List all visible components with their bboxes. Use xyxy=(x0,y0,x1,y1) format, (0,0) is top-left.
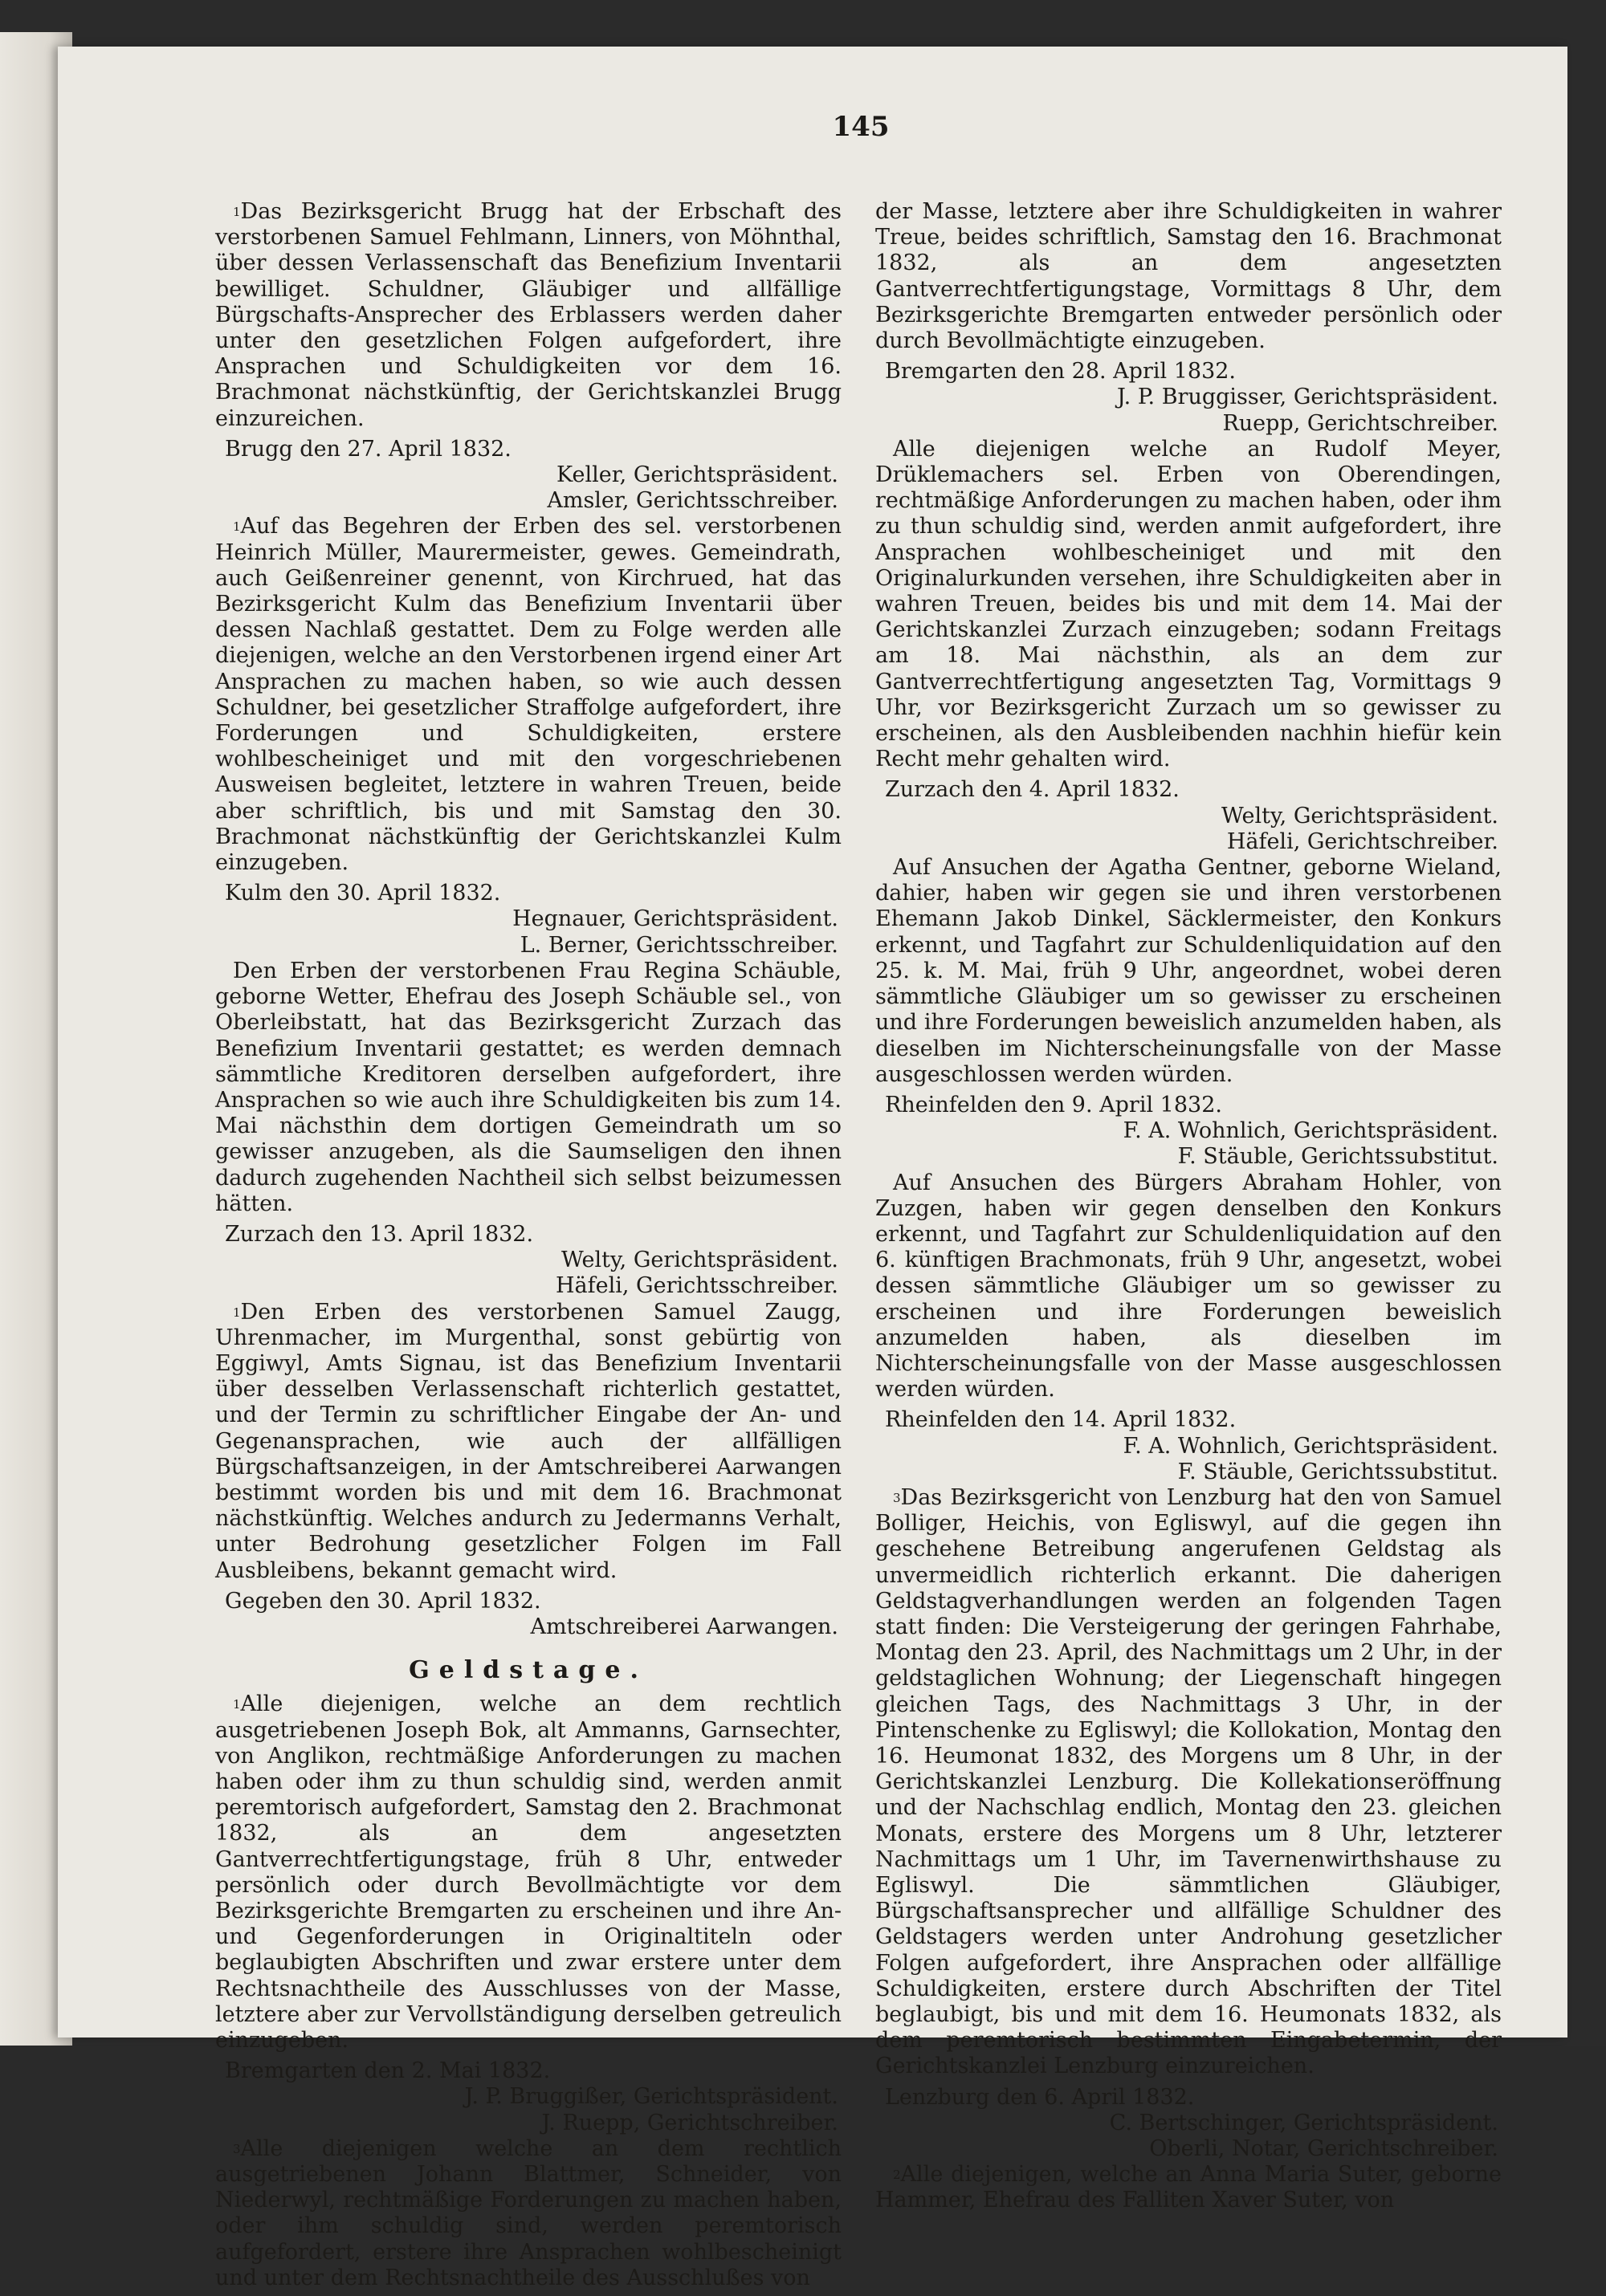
place-date: Gegeben den 30. April 1832. xyxy=(225,1588,541,1614)
notice-text: Alle diejenigen, welche an Anna Maria Suter, geborne Hammer, Ehefrau des Falliten Xaver Suter, von xyxy=(875,2162,1502,2213)
signature: Häfeli, Gerichtsschreiber. xyxy=(555,1273,838,1299)
signature: F. A. Wohnlich, Gerichtspräsident. xyxy=(1123,1118,1498,1144)
notice-text: Auf das Begehren der Erben des sel. verstorbenen Heinrich Müller, Maurermeister, gewes. Gemeindrath, auch Geißenreiner genennt, von Kirchrued, hat das Bezirksgericht Kulm das Benefizium Inventarii über dessen Nachlaß gestattet. Dem zu Folge werden alle diejenigen, welche an den Verstorbenen irgend einer Art Ansprachen zu machen haben, so wie auch dessen Schuldner, bei gesetzlicher Straffolge aufgefordert, ihre Forderungen und Schuldigkeiten, erstere wohlbescheiniget und mit den vorgeschriebenen Ausweisen begleitet, letztere in wahren Treuen, beide aber schriftlich, bis und mit Samstag den 30. Brachmonat nächstkünftig der Gerichtskanzlei Kulm einzugeben. xyxy=(215,514,842,876)
signature: Welty, Gerichtspräsident. xyxy=(1221,803,1498,828)
place-date: Kulm den 30. April 1832. xyxy=(225,881,501,906)
notice xyxy=(215,2136,842,2291)
notice xyxy=(215,1300,842,1641)
notice xyxy=(215,514,842,958)
notice-text: Das Bezirksgericht von Lenzburg hat den von Samuel Bolliger, Heichis, von Egliswyl, auf die gegen ihn geschehene Betreibung angerufenen Geldstag als unvermeidlich richterlich erkannt. Die daherigen Geldstagverhandlungen werden an folgenden Tagen statt finden: Die Versteigerung der geringen Fahrhabe, Montag den 23. April, des Nachmittags um 2 Uhr, in der geldstaglichen Wohnung; der Liegenschaft hingegen gleichen Tags, des Nachmittags 3 Uhr, in der Pintenschenke zu Egliswyl; die Kollokation, Montag den 16. Heumonat 1832, des Morgens um 8 Uhr, in der Gerichtskanzlei Lenzburg. Die Kollekationseröffnung und der Nachschlag endlich, Montag den 23. gleichen Monats, erstere des Morgens um 8 Uhr, letzterer Nachmittags um 1 Uhr, im Tavernenwirthshause zu Egliswyl. Die sämmtlichen Gläubiger, Bürgschaftsansprecher und allfällige Schuldner des Geldstagers werden unter Androhung gesetzlicher Folgen aufgefordert, ihre Ansprachen oder allfällige Schuldigkeiten, erstere durch Abschriften der Titel beglaubigt, bis und mit dem 16. Heumonats 1832, als dem peremtorisch bestimmten Eingabetermin, der Gerichtskanzlei Lenzburg einzureichen. xyxy=(875,1484,1502,2079)
place-date: Rheinfelden den 9. April 1832. xyxy=(885,1092,1222,1117)
notice-text: Den Erben der verstorbenen Frau Regina Schäuble, geborne Wetter, Ehefrau des Joseph Schäuble sel., von Oberleibstatt, hat das Bezirksgericht Zurzach das Benefizium Inventarii gestattet; es werden demnach sämmtliche Kreditoren derselben aufgefordert, ihre Ansprachen so wie auch ihre Schuldigkeiten bis zum 14. Mai nächsthin dem dortigen Gemeindrath um so gewisser anzugeben, als die Saumseligen den ihnen dadurch zugehenden Nachtheil sich selbst beizumessen hätten. xyxy=(215,958,842,1216)
notice-marker: 3 xyxy=(233,2141,241,2156)
notice-marker: 1 xyxy=(233,1305,241,1320)
left-notices xyxy=(215,199,842,1640)
notice-text: Auf Ansuchen des Bürgers Abraham Hohler, von Zuzgen, haben wir gegen denselben den Konkurs erkennt, und Tagfahrt zur Schuldenliquidation auf den 6. künftigen Brachmonats, früh 9 Uhr, angesetzt, wobei dessen sämmtliche Gläubiger um so gewisser zu erscheinen und ihre Forderungen beweislich anzumelden haben, als dieselben im Nichterscheinungsfalle von der Masse ausgeschlossen werden würden. xyxy=(875,1170,1502,1402)
section-heading: Geldstage. xyxy=(409,1656,648,1685)
notice xyxy=(215,959,842,1300)
notice xyxy=(875,1170,1502,1485)
page-number: 145 xyxy=(832,111,890,143)
notice-marker: 1 xyxy=(233,205,241,219)
signature: Welty, Gerichtspräsident. xyxy=(560,1248,838,1273)
notice xyxy=(875,1485,1502,2162)
signature: F. Stäuble, Gerichtssubstitut. xyxy=(1177,1459,1498,1484)
notice-marker: 1 xyxy=(233,519,241,535)
notice xyxy=(875,437,1502,855)
signature: Häfeli, Gerichtschreiber. xyxy=(1226,828,1498,854)
left-column xyxy=(215,199,842,2296)
signature: Hegnauer, Gerichtspräsident. xyxy=(512,906,838,932)
notice-text: Alle diejenigen welche an Rudolf Meyer, Drüklemachers sel. Erben von Oberendingen, rechtmäßige Anforderungen zu machen haben, oder ihm zu thun schuldig sind, werden anmit aufgefordert, ihre Ansprachen wohlbescheiniget und mit den Originalurkunden versehen, ihre Schuldigkeiten aber in wahren Treuen, beides bis und mit dem 14. Mai der Gerichtskanzlei Zurzach einzugeben; sodann Freitags am 18. Mai nächsthin, als an dem zur Gantverrechtfertigung angesetzten Tag, Vormittags 9 Uhr, vor Bezirksgericht Zurzach um so gewisser zu erscheinen, als den Ausbleibenden nachhin hiefür kein Recht mehr gehalten wird. xyxy=(875,436,1502,772)
notice xyxy=(875,2162,1502,2213)
place-date: Bremgarten den 28. April 1832. xyxy=(885,359,1237,385)
notice-marker: 3 xyxy=(893,1490,901,1505)
notice xyxy=(875,855,1502,1170)
notice-marker: 2 xyxy=(893,2168,901,2183)
notice-text: Auf Ansuchen der Agatha Gentner, geborne Wieland, dahier, haben wir gegen sie und ihren verstorbenen Ehemann Jakob Dinkel, Säcklermeister, den Konkurs erkennt, und Tagfahrt zur Schuldenliquidation auf den 25. k. M. Mai, früh 9 Uhr, angeordnet, wobei deren sämmtliche Gläubiger um so gewisser zu erscheinen und ihre Forderungen beweislich anzumelden haben, als dieselben im Nichterscheinungsfalle von der Masse ausgeschlossen werden würden. xyxy=(875,855,1502,1087)
document-page xyxy=(58,47,1567,2290)
signature: F. Stäuble, Gerichtssubstitut. xyxy=(1177,1144,1498,1170)
signature: J. P. Bruggisser, Gerichtspräsident. xyxy=(1116,385,1498,410)
signature: Amtschreiberei Aarwangen. xyxy=(530,1614,838,1639)
place-date: Rheinfelden den 14. April 1832. xyxy=(885,1407,1237,1433)
signature: Keller, Gerichtspräsident. xyxy=(556,462,838,488)
notice xyxy=(875,199,1502,437)
place-date: Brugg den 27. April 1832. xyxy=(225,436,512,462)
notice-text: Den Erben des verstorbenen Samuel Zaugg, Uhrenmacher, im Murgenthal, sonst gebürtig von Eggiwyl, Amts Signau, ist das Benefizium Inventarii über desselben Verlassenschaft richterlich gestattet, und der Termin zu schriftlicher Eingabe der An- und Gegenansprachen, wie auch der allfälligen Bürgschaftsanzeigen, in der Amtschreiberei Aarwangen bestimmt worden bis und mit dem 16. Brachmonat nächstkünftig. Welches andurch zu Jedermanns Verhalt, unter Bedrohung gesetzlicher Folgen im Fall Ausbleibens, bekannt gemacht wird. xyxy=(215,1299,842,1583)
signature: F. A. Wohnlich, Gerichtspräsident. xyxy=(1123,1433,1498,1459)
signature: J. Ruepp, Gerichtschreiber. xyxy=(541,2110,838,2135)
notice-marker: 1 xyxy=(233,1697,241,1712)
signature: Amsler, Gerichtsschreiber. xyxy=(547,488,838,514)
place-date: Zurzach den 4. April 1832. xyxy=(885,777,1180,803)
notice-text: Alle diejenigen, welche an dem rechtlich ausgetriebenen Joseph Bok, alt Ammanns, Garnsechter, von Anglikon, rechtmäßige Anforderungen zu machen haben oder ihm zu thun schuldig sind, werden anmit peremtorisch aufgefordert, Samstag den 2. Brachmonat 1832, als an dem angesetzten Gantverrechtfertigungstage, früh 8 Uhr, entweder persönlich oder durch Bevollmächtigte vor dem Bezirksgerichte Bremgarten zu erscheinen und ihre An- und Gegenforderungen in Originaltiteln oder beglaubigten Abschriften und zwar erstere unter dem Rechtsnachtheile des Ausschlusses von der Masse, letztere aber zur Vervollständigung derselben getreulich einzugeben. xyxy=(215,1691,842,2054)
right-column xyxy=(875,199,1502,2219)
signature: J. P. Bruggißer, Gerichtspräsident. xyxy=(464,2084,838,2110)
signature: Oberli, Notar, Gerichtschreiber. xyxy=(1149,2136,1498,2162)
signature: C. Bertschinger, Gerichtspräsident. xyxy=(1109,2110,1498,2135)
notice-text: Alle diejenigen welche an dem rechtlich ausgetriebenen Johann Blattmer, Schneider, von Niederwyl, rechtmäßige Forderungen zu machen haben, oder ihm schuldig sind, werden peremtorisch aufgefordert, erstere ihre Ansprachen wohlbescheinigt und unter dem Rechtsnachtheile des Ausschlußes von xyxy=(215,2135,842,2290)
signature: Ruepp, Gerichtschreiber. xyxy=(1222,410,1498,436)
place-date: Lenzburg den 6. April 1832. xyxy=(885,2084,1195,2110)
notice-text: der Masse, letztere aber ihre Schuldigkeiten in wahrer Treue, beides schriftlich, Samstag den 16. Brachmonat 1832, als an dem angesetzten Gantverrechtfertigungstage, Vormittags 8 Uhr, dem Bezirksgerichte Bremgarten entweder persönlich oder durch Bevollmächtigte einzugeben. xyxy=(875,199,1502,354)
notice xyxy=(215,199,842,514)
left-notices-after xyxy=(215,1691,842,2291)
signature: L. Berner, Gerichtsschreiber. xyxy=(520,932,838,958)
notice-text: Das Bezirksgericht Brugg hat der Erbschaft des verstorbenen Samuel Fehlmann, Linners, von Möhnthal, über dessen Verlassenschaft das Benefizium Inventarii bewilliget. Schuldner, Gläubiger und allfällige Bürgschafts-Ansprecher des Erblassers werden daher unter den gesetzlichen Folgen aufgefordert, ihre Ansprachen und Schuldigkeiten vor dem 16. Brachmonat nächstkünftig, der Gerichtskanzlei Brugg einzureichen. xyxy=(215,199,842,431)
notice xyxy=(215,1691,842,2135)
place-date: Bremgarten den 2. Mai 1832. xyxy=(225,2058,551,2084)
place-date: Zurzach den 13. April 1832. xyxy=(225,1221,534,1247)
